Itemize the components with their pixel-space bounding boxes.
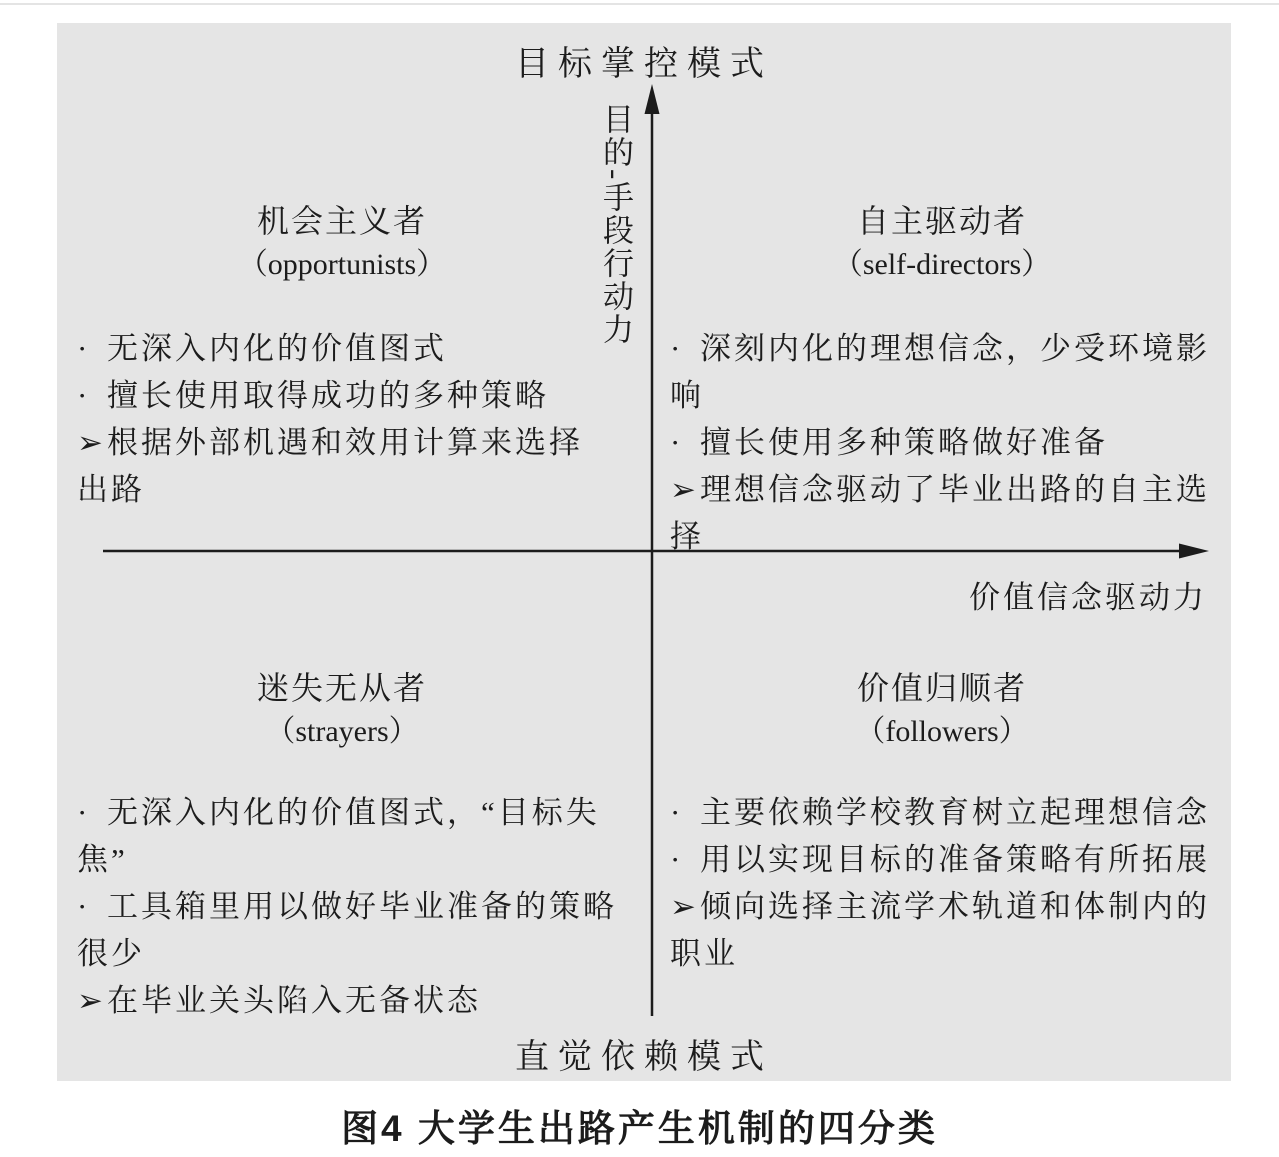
y-axis-arrowhead-icon (645, 84, 660, 114)
dot-bullet-icon: · (670, 331, 681, 366)
list-item-text: 在毕业关头陷入无备状态 (107, 983, 481, 1018)
quadrant-bottom-right-title-zh: 价值归顺者 (856, 670, 1027, 706)
list-item (77, 325, 612, 372)
dot-bullet-icon: · (670, 795, 681, 830)
list-item (670, 325, 1230, 419)
quadrant-top-left-title-en: （opportunists） (237, 248, 447, 281)
quadrant-bottom-right-heading (712, 666, 1172, 754)
quadrant-top-left-bullet-list (77, 325, 612, 513)
list-item-text: 主要依赖学校教育树立起理想信念 (700, 795, 1210, 830)
arrowhead-bullet-icon: ➢ (77, 983, 103, 1018)
list-item-text: 深刻内化的理想信念，少受环境影响 (670, 331, 1210, 413)
list-item-text: 根据外部机遇和效用计算来选择出路 (77, 425, 583, 507)
list-item (670, 883, 1230, 977)
list-item (77, 789, 637, 883)
x-axis-label: 价值信念驱动力 (969, 580, 1207, 615)
quadrant-diagram-panel (57, 23, 1231, 1081)
dot-bullet-icon: · (77, 889, 88, 924)
quadrant-top-right-title-en: （self-directors） (832, 248, 1052, 281)
quadrant-bottom-left-title-en: （strayers） (265, 715, 419, 748)
list-item-text: 用以实现目标的准备策略有所拓展 (700, 842, 1210, 877)
list-item (670, 419, 1230, 466)
figure-caption: 图4 大学生出路产生机制的四分类 (341, 1108, 938, 1149)
list-item (670, 466, 1230, 560)
quadrant-top-left-heading (112, 199, 572, 287)
dot-bullet-icon: · (670, 425, 681, 460)
arrowhead-bullet-icon: ➢ (670, 472, 696, 507)
list-item (77, 977, 637, 1024)
dot-bullet-icon: · (77, 378, 88, 413)
page-top-rule (0, 3, 1279, 5)
quadrant-top-left-title-zh: 机会主义者 (256, 203, 427, 239)
list-item-text: 倾向选择主流学术轨道和体制内的职业 (670, 889, 1210, 971)
quadrant-bottom-right-title-en: （followers） (855, 715, 1029, 748)
quadrant-bottom-left-title-zh: 迷失无从者 (256, 670, 427, 706)
list-item (77, 883, 637, 977)
dot-bullet-icon: · (77, 331, 88, 366)
list-item (77, 372, 612, 419)
top-axis-title: 目标掌控模式 (515, 46, 773, 83)
arrowhead-bullet-icon: ➢ (77, 425, 103, 460)
list-item-text: 无深入内化的价值图式 (107, 331, 447, 366)
quadrant-top-right-title-zh: 自主驱动者 (856, 203, 1027, 239)
list-item-text: 擅长使用取得成功的多种策略 (107, 378, 549, 413)
quadrant-top-right-heading (712, 199, 1172, 287)
quadrant-bottom-left-bullet-list (77, 789, 637, 1024)
arrowhead-bullet-icon: ➢ (670, 889, 696, 924)
list-item-text: 擅长使用多种策略做好准备 (700, 425, 1108, 460)
dot-bullet-icon: · (77, 795, 88, 830)
list-item (670, 836, 1230, 883)
list-item (670, 789, 1230, 836)
y-axis-label: 目的-手段行动力 (598, 103, 633, 347)
list-item (77, 419, 612, 513)
quadrant-bottom-right-bullet-list (670, 789, 1230, 977)
quadrant-bottom-left-heading (112, 666, 572, 754)
list-item-text: 理想信念驱动了毕业出路的自主选择 (670, 472, 1210, 554)
bottom-axis-title: 直觉依赖模式 (515, 1039, 773, 1076)
list-item-text: 无深入内化的价值图式，“目标失焦” (77, 795, 600, 877)
quadrant-top-right-bullet-list (670, 325, 1230, 560)
list-item-text: 工具箱里用以做好毕业准备的策略很少 (77, 889, 617, 971)
dot-bullet-icon: · (670, 842, 681, 877)
